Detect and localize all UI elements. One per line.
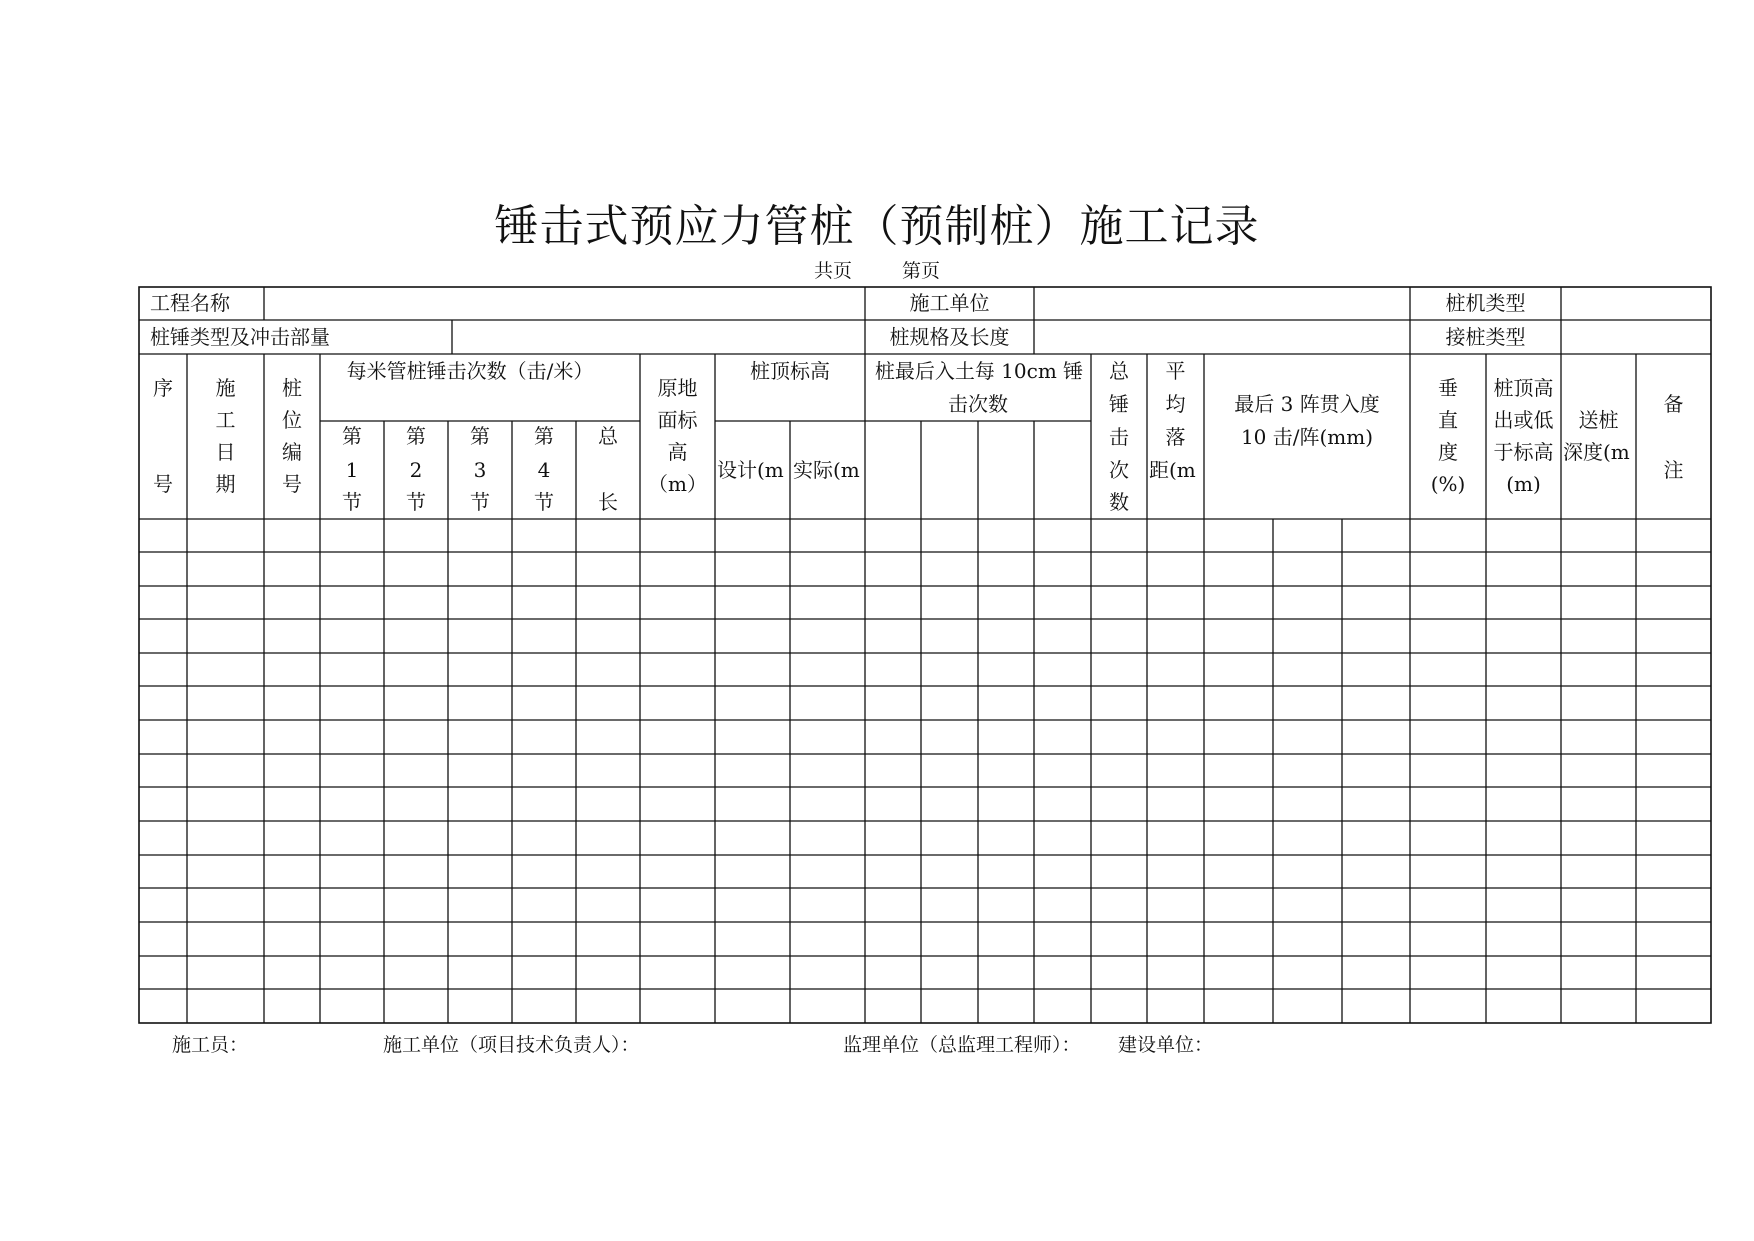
construction-unit-label: 施工单位: [909, 291, 990, 315]
top-diff-header: (m): [1506, 472, 1541, 496]
last-blows-header: 击次数: [948, 392, 1008, 416]
total-length-header: 总: [598, 424, 618, 448]
pile-no-header: 编: [282, 440, 302, 464]
sending-depth-header: 送桩: [1578, 408, 1619, 432]
ground-elevation-header: （m）: [648, 472, 707, 496]
section-4-header: 第: [534, 424, 554, 448]
date-header: 日: [215, 440, 236, 464]
seq-header: 号: [153, 472, 173, 496]
pile-top-elevation-header: 桩顶标高: [750, 359, 830, 383]
ground-elevation-header: 原地: [657, 376, 698, 400]
section-4-header: 4: [537, 458, 551, 482]
builder-signature-label: 施工员：: [172, 1034, 249, 1056]
total-pages-label: 共页: [813, 260, 852, 282]
pile-no-header: 位: [282, 408, 302, 432]
verticality-header: 垂: [1438, 376, 1458, 400]
verticality-header: 度: [1438, 440, 1458, 464]
pile-spec-label: 桩规格及长度: [889, 325, 1010, 349]
ground-elevation-header: 面标: [657, 408, 698, 432]
owner-signature-label: 建设单位：: [1118, 1034, 1214, 1056]
total-blows-header: 锤: [1109, 392, 1129, 416]
section-3-header: 第: [470, 424, 490, 448]
penetration-header: 10 击/阵(mm): [1240, 425, 1374, 449]
last-blows-header: 桩最后入土每 10cm 锤: [874, 361, 1084, 381]
section-4-header: 节: [534, 490, 554, 514]
date-header: 工: [215, 408, 236, 432]
remarks-header: 备: [1663, 392, 1684, 416]
seq-header: 序: [153, 376, 173, 400]
design-elevation-header: 设计(m: [717, 460, 784, 480]
sending-depth-header: 深度(m: [1563, 442, 1630, 462]
section-2-header: 节: [406, 490, 426, 514]
joint-type-label: 接桩类型: [1445, 325, 1526, 349]
total-blows-header: 总: [1109, 359, 1129, 383]
pile-no-header: 号: [282, 472, 302, 496]
pile-machine-type-label: 桩机类型: [1445, 291, 1526, 315]
verticality-header: 直: [1438, 408, 1458, 432]
current-page-label: 第页: [902, 260, 941, 282]
ground-elevation-header: 高: [667, 440, 688, 464]
avg-drop-header: 平: [1165, 359, 1186, 383]
avg-drop-header: 落: [1165, 425, 1186, 449]
hammer-type-label: 桩锤类型及冲击部量: [150, 325, 330, 349]
section-1-header: 第: [342, 424, 362, 448]
avg-drop-header: 距(m: [1149, 460, 1196, 480]
section-2-header: 第: [406, 424, 426, 448]
top-diff-header: 桩顶高: [1493, 378, 1554, 398]
date-header: 期: [215, 472, 236, 496]
total-blows-header: 次: [1109, 458, 1129, 482]
section-2-header: 2: [409, 458, 423, 482]
pile-no-header: 桩: [282, 376, 302, 400]
top-diff-header: 出或低: [1493, 410, 1554, 430]
top-diff-header: 于标高: [1493, 442, 1554, 462]
section-1-header: 1: [345, 458, 359, 482]
page-title: 锤击式预应力管桩（预制桩）施工记录: [494, 201, 1260, 252]
avg-drop-header: 均: [1165, 392, 1186, 416]
total-blows-header: 数: [1109, 490, 1129, 514]
total-length-header: 长: [598, 490, 618, 514]
section-3-header: 3: [473, 458, 487, 482]
project-name-label: 工程名称: [150, 291, 230, 315]
date-header: 施: [215, 376, 236, 400]
penetration-header: 最后 3 阵贯入度: [1234, 392, 1380, 416]
total-blows-header: 击: [1109, 425, 1129, 449]
section-3-header: 节: [470, 490, 490, 514]
section-1-header: 节: [342, 490, 362, 514]
actual-elevation-header: 实际(m: [793, 460, 860, 480]
supervisor-signature-label: 监理单位（总监理工程师）：: [843, 1034, 1081, 1056]
unit-tech-signature-label: 施工单位（项目技术负责人）：: [383, 1034, 640, 1056]
verticality-header: (%): [1430, 472, 1466, 496]
blows-per-meter-header: 每米管桩锤击次数（击/米）: [346, 359, 594, 383]
remarks-header: 注: [1663, 458, 1684, 482]
